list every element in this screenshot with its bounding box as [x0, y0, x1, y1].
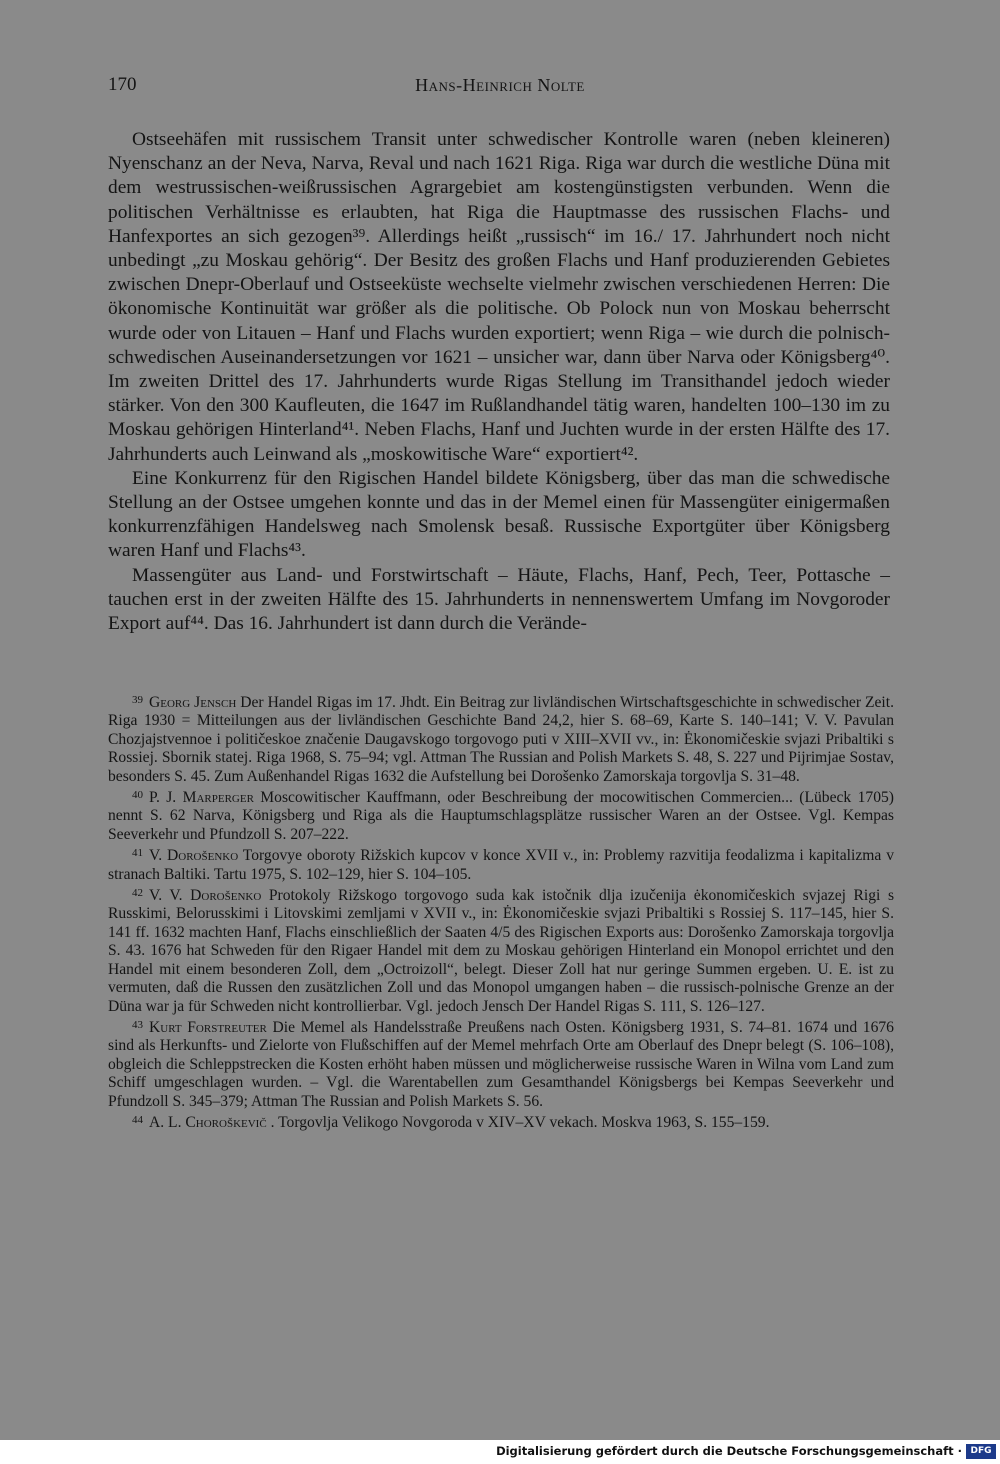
footnote-text: Der Handel Rigas im 17. Jhdt. Ein Beitrag zur livländischen Wirtschaftsgeschichte in schwedischer Zeit. Riga 1930 = Mitteilungen aus der livländischen Geschichte Band 24,2, hier S. 68–69, Karte S. 140–141; V. V. Pavulan Chozjajstvennoe i političeskoe značenie Daugavskogo torgovogo puti v XIII–XVII vv., in: Ėkonomičeskie svjazi Pribaltiki s Rossiej. Sbornik statej. Riga 1968, S. 75–94; vgl. Attman The Russian and Polish Markets S. 48, S. 227 und Pijrimjae Sostav, besonders S. 45. Zum Außenhandel Rigas 1632 die Aufstellung bei Dorošenko Zamorskaja torgovlja S. 31–48.: [108, 694, 894, 785]
footnote-author: A. L. Choroškevič: [149, 1113, 267, 1131]
footnote-number: 43: [132, 1018, 143, 1031]
footnote-text: . Torgovlja Velikogo Novgoroda v XIV–XV vekach. Moskva 1963, S. 155–159.: [266, 1113, 770, 1131]
body-text: [108, 128, 890, 636]
footnote-41: [108, 844, 894, 884]
footnote-44: [108, 1111, 894, 1132]
footnote-author: P. J. Marperger: [149, 789, 254, 807]
footnote-39: [108, 691, 894, 786]
page-header: [108, 74, 892, 102]
footnote-number: 40: [132, 789, 143, 802]
footnote-42: [108, 884, 894, 1016]
footnote-text: Torgovye oboroty Rižskich kupcov v konce XVII v., in: Problemy razvitija feodalizma i kapitalizma v stranach Baltiki. Tartu 1975, S. 102–129, hier S. 104–105.: [108, 847, 894, 883]
running-head: Hans-Heinrich Nolte: [415, 75, 585, 95]
footnote-author: Georg Jensch: [149, 694, 237, 711]
footnote-author: Kurt Forstreuter: [149, 1018, 267, 1036]
footnote-40: [108, 786, 894, 844]
page-number: 170: [108, 74, 137, 95]
footnotes: [108, 691, 894, 1132]
footnote-43: [108, 1016, 894, 1111]
footnote-number: 39: [132, 694, 143, 706]
paragraph-2: Eine Konkurrenz für den Rigischen Handel bildete Königsberg, über das man die schwedische Stellung an der Ostsee umgehen konnte und das in der Memel einen für Massengüter einigermaßen konkurrenzfähigen Handelsweg nach Smolensk besaß. Russische Exportgüter über Königsberg waren Hanf und Flachs⁴³.: [108, 467, 890, 562]
paragraph-3: Massengüter aus Land- und Forstwirtschaft – Häute, Flachs, Hanf, Pech, Teer, Pottasche – tauchen erst in der zweiten Hälfte des 15. Jahrhunderts in nennenswertem Umfang im Novgoroder Export auf⁴⁴. Das 16. Jahrhundert ist dann durch die Verände-: [108, 564, 890, 635]
footnote-text: Protokoly Rižskogo torgovogo suda kak istočnik dlja izučenija ėkonomičeskich svjazej Rigi s Russkimi, Belorusskimi i Litovskimi zemljami v XVII v., in: Ėkonomičeskie svjazi Pribaltiki s Rossiej S. 117–145, hier S. 141 ff. 1632 machten Hanf, Flachs einschließlich der Saaten 4/5 des Rigischen Exports aus: Dorošenko Zamorskaja torgovlja S. 43. 1676 hat Schweden für den Rigaer Handel mit dem zu Moskau gehörigen Hinterland ein Monopol errichtet und den Handel mit einem besonderen Zoll, dem „Octroizoll“, belegt. Dieser Zoll hat nur geringe Summen ergeben. U. E. ist zu vermuten, daß die Russen den zusätzlichen Zoll und das Monopol umgangen haben – die russisch-polnische Grenze an der Düna war ja für Schweden nicht kontrollierbar. Vgl. jedoch Jensch Der Handel Rigas S. 111, S. 126–127.: [108, 887, 895, 1015]
footnote-number: 42: [132, 887, 143, 900]
footnote-text: Moscowitischer Kauffmann, oder Beschreibung der mocowitischen Commercien... (Lübeck 1705) nennt S. 62 Narva, Königsberg und Riga als die Hauptumschlagsplätze russischer Waren an der Ostsee. Vgl. Kempas Seeverkehr und Pfundzoll S. 207–222.: [108, 789, 894, 843]
credit-text: Digitalisierung gefördert durch die Deutsche Forschungsgemeinschaft ·: [496, 1444, 962, 1458]
footnote-author: V. Dorošenko: [149, 847, 239, 865]
footnote-number: 44: [132, 1113, 143, 1126]
footnote-number: 41: [132, 847, 143, 860]
dfg-logo-icon: DFG: [966, 1444, 996, 1459]
footnote-text: Die Memel als Handelsstraße Preußens nach Osten. Königsberg 1931, S. 74–81. 1674 und 1676 sind als Herkunfts- und Zielorte von Flußschiffen auf der Memel mehrfach Orte am Oberlauf des Dnepr belegt (S. 106–108), obgleich die Schleppstrecken die Kosten erhöht haben müssen und möglicherweise russische Waren in Wilna vom Land zum Schiff umgeschlagen wurden. – Vgl. die Warentabellen zum Gesamthandel Königsbergs bei Kempas Seeverkehr und Pfundzoll S. 345–379; Attman The Russian and Polish Markets S. 56.: [108, 1018, 894, 1110]
digitization-credit-bar: [0, 1440, 1000, 1464]
footnote-author: V. V. Dorošenko: [149, 887, 262, 905]
paragraph-1: Ostseehäfen mit russischem Transit unter schwedischer Kontrolle waren (neben kleineren) Nyenschanz an der Neva, Narva, Reval und nach 1621 Riga. Riga war durch die westliche Düna mit dem westrussischen-weißrussischen Agrargebiet am kostengünstigsten verbunden. Wenn die politischen Verhältnisse es erlaubten, hat Riga die Hauptmasse des russischen Flachs- und Hanfexportes an sich gezogen³⁹. Allerdings heißt „russisch“ im 16./ 17. Jahrhundert noch nicht unbedingt „zu Moskau gehörig“. Der Besitz des großen Flachs und Hanf produzierenden Gebietes zwischen Dnepr-Oberlauf und Ostseeküste wechselte vielmehr zwischen verschiedenen Herren: Die ökonomische Kontinuität war größer als die politische. Ob Polock nun von Moskau beherrscht wurde oder von Litauen – Hanf und Flachs wurden exportiert; wenn Riga – wie durch die polnisch-schwedischen Auseinandersetzungen vor 1621 – unsicher war, dann über Narva oder Königsberg⁴⁰. Im zweiten Drittel des 17. Jahrhunderts wurde Rigas Stellung im Transithandel jedoch wieder stärker. Von den 300 Kaufleuten, die 1647 im Rußlandhandel tätig waren, handelten 100–130 im zu Moskau gehörigen Hinterland⁴¹. Neben Flachs, Hanf und Juchten wurde in der ersten Hälfte des 17. Jahrhunderts auch Leinwand als „moskowitische Ware“ exportiert⁴².: [108, 129, 890, 465]
